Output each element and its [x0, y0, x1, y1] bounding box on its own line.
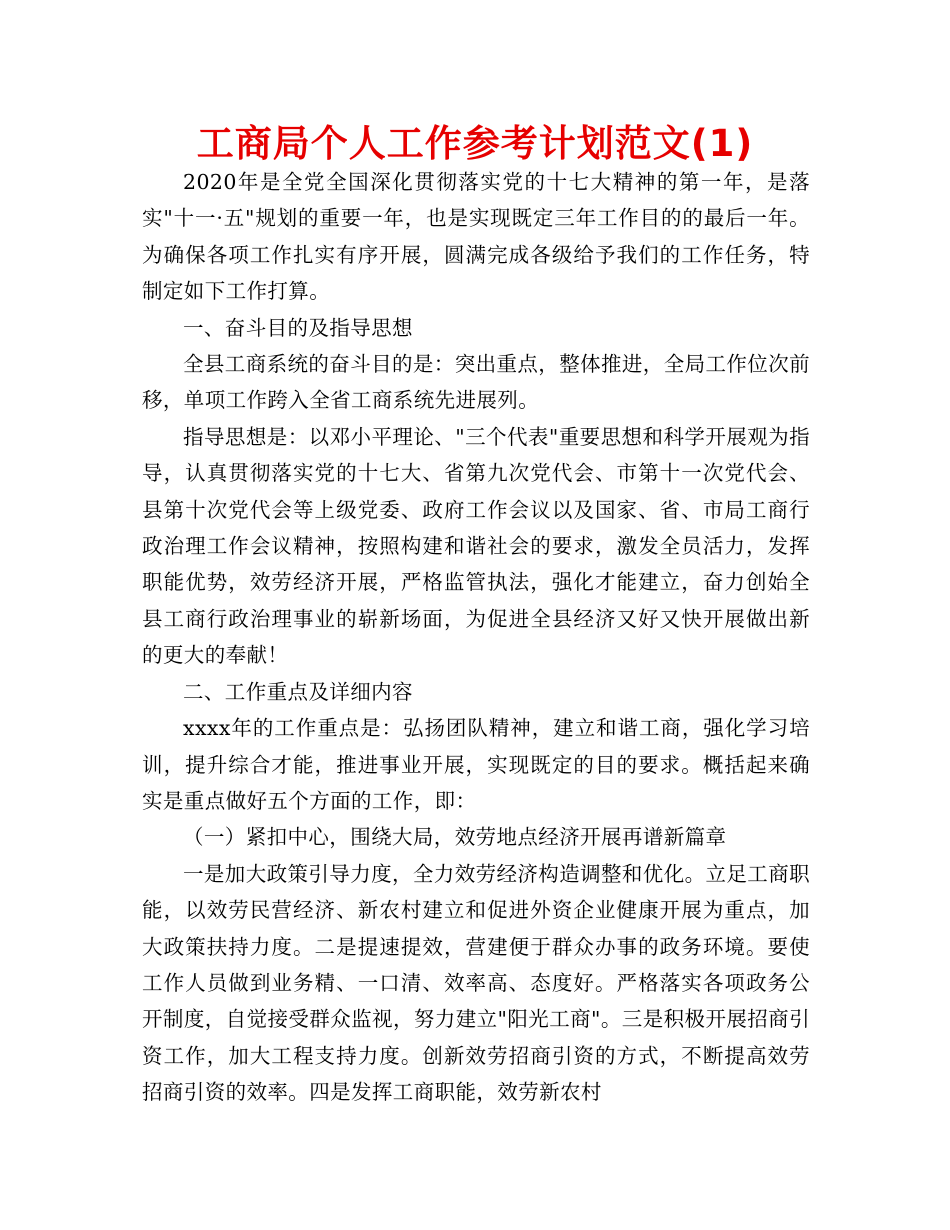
section-heading-goals: 一、奋斗目的及指导思想: [183, 315, 413, 340]
paragraph-subsection-1: 一是加大政策引导力度，全力效劳经济构造调整和优化。立足工商职能，以效劳民营经济、新农村建立和促进外资企业健康开展为重点，加大政策扶持力度。二是提速提效，营建便于群众办事的政务环境。要使工作人员做到业务精、一口清、效率高、态度好。严格落实各项政务公开制度，自觉接受群众监视，努力建立"阳光工商"。三是积极开展招商引资工作，加大工程支持力度。创新效劳招商引资的方式，不断提高效劳招商引资的效率。四是发挥工商职能，效劳新农村: [142, 861, 810, 1105]
document-body: [142, 164, 810, 1111]
subsection-heading-1: （一）紧扣中心，围绕大局，效劳地点经济开展再谱新篇章: [183, 825, 727, 850]
paragraph-intro: 2020年是全党全国深化贯彻落实党的十七大精神的第一年，是落实"十一·五"规划的重要一年，也是实现既定三年工作目的的最后一年。为确保各项工作扎实有序开展，圆满完成各级给予我们的工作任务，特制定如下工作打算。: [142, 170, 810, 304]
document-title: 工商局个人工作参考计划范文(1): [196, 122, 754, 165]
section-heading-key-work: 二、工作重点及详细内容: [183, 679, 413, 704]
paragraph-key-work: xxxx年的工作重点是：弘扬团队精神，建立和谐工商，强化学习培训，提升综合才能，推进事业开展，实现既定的目的要求。概括起来确实是重点做好五个方面的工作，即：: [142, 716, 810, 813]
paragraph-guiding-thought: 指导思想是：以邓小平理论、"三个代表"重要思想和科学开展观为指导，认真贯彻落实党的十七大、省第九次党代会、市第十一次党代会、县第十次党代会等上级党委、政府工作会议以及国家、省、市局工商行政治理工作会议精神，按照构建和谐社会的要求，激发全员活力，发挥职能优势，效劳经济开展，严格监管执法，强化才能建立，奋力创始全县工商行政治理事业的崭新场面，为促进全县经济又好又快开展做出新的更大的奉献！: [142, 424, 810, 668]
paragraph-goals: 全县工商系统的奋斗目的是：突出重点，整体推进，全局工作位次前移，单项工作跨入全省工商系统先进展列。: [142, 352, 810, 413]
